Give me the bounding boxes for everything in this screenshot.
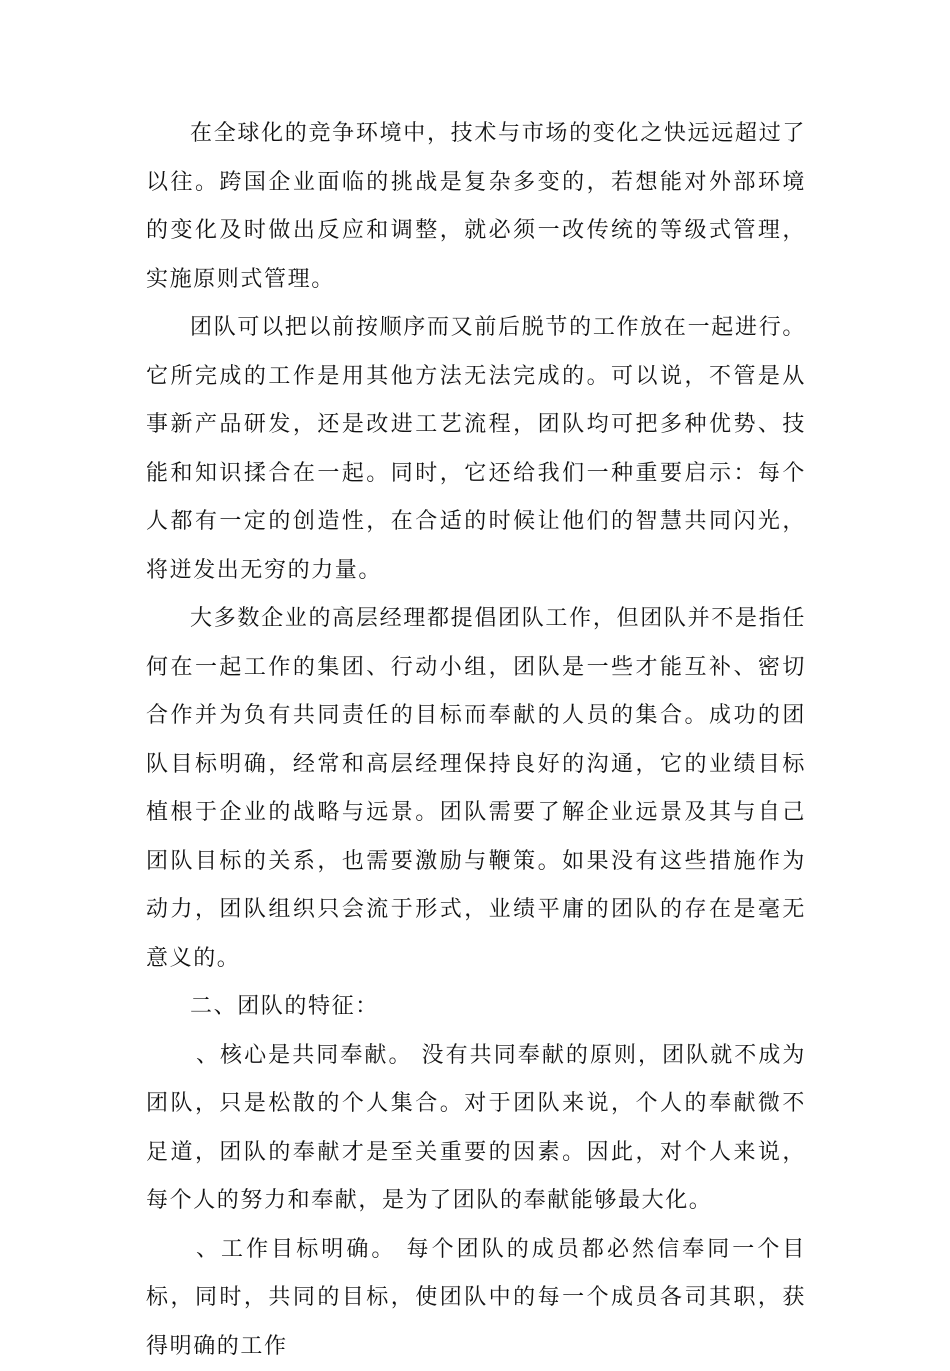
section-heading: 二、团队的特征：: [146, 983, 806, 1032]
document-body: [146, 110, 806, 1371]
paragraph-senior-managers: 大多数企业的高层经理都提倡团队工作，但团队并不是指任何在一起工作的集团、行动小组，团队是一些才能互补、密切合作并为负有共同责任的目标而奉献的人员的集合。成功的团队目标明确，经常和高层经理保持良好的沟通，它的业绩目标植根于企业的战略与远景。团队需要了解企业远景及其与自己团队目标的关系，也需要激励与鞭策。如果没有这些措施作为动力，团队组织只会流于形式，业绩平庸的团队的存在是毫无意义的。: [146, 595, 806, 983]
list-item-clear-goals: 、工作目标明确。 每个团队的成员都必然信奉同一个目标，同时，共同的目标，使团队中的每一个成员各司其职，获得明确的工作: [146, 1226, 806, 1371]
paragraph-globalization: 在全球化的竞争环境中，技术与市场的变化之快远远超过了以往。跨国企业面临的挑战是复杂多变的，若想能对外部环境的变化及时做出反应和调整，就必须一改传统的等级式管理，实施原则式管理。: [146, 110, 806, 304]
list-item-core-contribution: 、核心是共同奉献。 没有共同奉献的原则，团队就不成为团队，只是松散的个人集合。对于团队来说，个人的奉献微不足道，团队的奉献才是至关重要的因素。因此，对个人来说，每个人的努力和奉献，是为了团队的奉献能够最大化。: [146, 1032, 806, 1226]
paragraph-team-work: 团队可以把以前按顺序而又前后脱节的工作放在一起进行。它所完成的工作是用其他方法无法完成的。可以说，不管是从事新产品研发，还是改进工艺流程，团队均可把多种优势、技能和知识揉合在一起。同时，它还给我们一种重要启示：每个人都有一定的创造性，在合适的时候让他们的智慧共同闪光，将迸发出无穷的力量。: [146, 304, 806, 595]
